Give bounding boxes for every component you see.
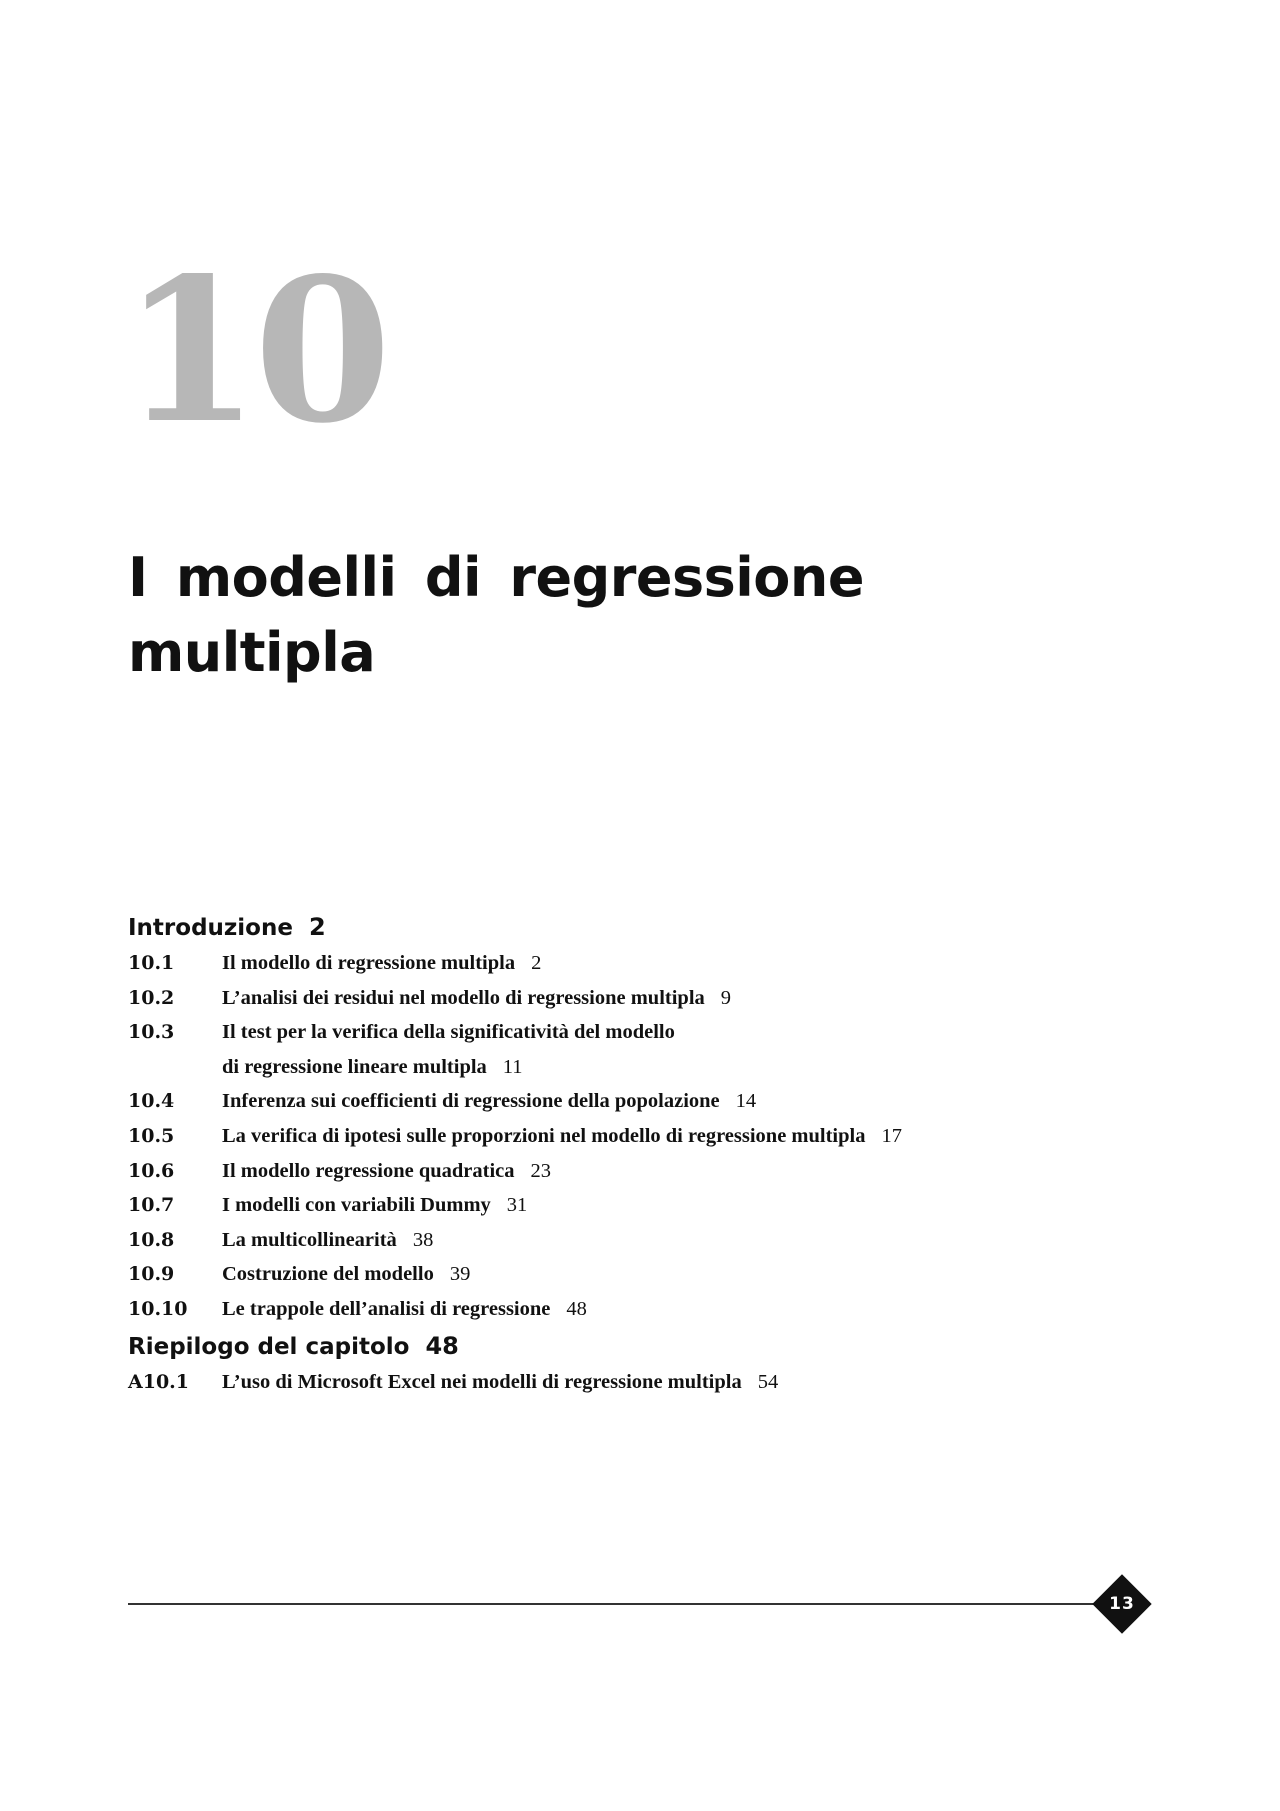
toc-entry-text: L’uso di Microsoft Excel nei modelli di regressione multipla <box>222 1370 742 1393</box>
chapter-title-line-1: I modelli di regressione <box>128 546 864 609</box>
toc-entry-number: 10.10 <box>128 1297 188 1320</box>
chapter-title-line-2: multipla <box>128 621 376 684</box>
toc-section-page: 2 <box>308 913 326 941</box>
toc-entry[interactable] <box>128 1084 1128 1119</box>
toc-entry-text: Costruzione del modello <box>222 1263 434 1286</box>
toc-entry-text: I modelli con variabili Dummy <box>222 1194 491 1217</box>
toc-entry-page: 38 <box>412 1228 434 1251</box>
toc-entry-number: 10.5 <box>128 1124 175 1147</box>
toc-entry-text: La multicollinearità <box>222 1228 397 1251</box>
toc-section-label: Introduzione <box>128 915 293 941</box>
toc-entry-number: A10.1 <box>128 1370 190 1393</box>
toc-entry-text: Il modello di regressione multipla <box>222 952 516 974</box>
toc-section-page: 48 <box>425 1331 459 1360</box>
footer-rule <box>128 1603 1096 1605</box>
toc-entry-number: 10.2 <box>128 986 175 1009</box>
chapter-number: 10 <box>122 234 386 467</box>
chapter-title <box>128 540 1028 690</box>
toc-entry-number: 10.8 <box>128 1228 175 1251</box>
toc-entry[interactable] <box>128 1154 1128 1189</box>
toc-entry-number: 10.1 <box>128 952 175 974</box>
toc-entry-page: 14 <box>735 1090 757 1113</box>
toc-entry-text: Le trappole dell’analisi di regressione <box>222 1297 551 1320</box>
toc-entry-text: Inferenza sui coefficienti di regressione della popolazione <box>222 1090 720 1113</box>
toc-entry-page: 11 <box>502 1055 523 1078</box>
toc-entry-number: 10.4 <box>128 1090 175 1113</box>
toc-entry-page: 17 <box>881 1124 902 1147</box>
table-of-contents <box>128 908 1128 1399</box>
toc-entry-text-continued: di regressione lineare multipla <box>222 1055 487 1078</box>
toc-entry[interactable] <box>128 1119 1128 1154</box>
toc-entry-page: 48 <box>566 1297 587 1320</box>
toc-section-summary[interactable] <box>128 1327 1128 1365</box>
toc-entry-number: 10.6 <box>128 1159 175 1182</box>
toc-entry-number: 10.9 <box>128 1263 175 1286</box>
toc-entry[interactable] <box>128 1188 1128 1223</box>
toc-entry-appendix[interactable] <box>128 1365 1128 1400</box>
toc-entry[interactable] <box>128 1257 1128 1292</box>
toc-entry-text: Il test per la verifica della significatività del modello <box>222 1021 675 1044</box>
toc-entry-page: 23 <box>530 1159 551 1182</box>
toc-entry-page: 2 <box>531 952 542 974</box>
toc-entry-page: 39 <box>449 1263 471 1286</box>
toc-section-introduction[interactable] <box>128 908 1128 946</box>
toc-entry[interactable] <box>128 946 1128 981</box>
page-number: 13 <box>1109 1594 1135 1614</box>
toc-entry-page: 31 <box>506 1194 528 1217</box>
toc-entry[interactable] <box>128 1015 1128 1084</box>
toc-section-label: Riepilogo del capitolo <box>128 1333 410 1360</box>
toc-entry-text: L’analisi dei residui nel modello di regressione multipla <box>222 986 705 1009</box>
toc-entry[interactable] <box>128 1292 1128 1327</box>
toc-entry-text: Il modello regressione quadratica <box>222 1159 515 1182</box>
toc-entry-page: 54 <box>757 1370 779 1393</box>
toc-entry-number: 10.3 <box>128 1021 175 1044</box>
toc-entry-text: La verifica di ipotesi sulle proporzioni nel modello di regressione multipla <box>222 1124 866 1147</box>
toc-entry-number: 10.7 <box>128 1194 175 1217</box>
toc-entry[interactable] <box>128 1223 1128 1258</box>
toc-entry-page: 9 <box>720 986 732 1009</box>
toc-entry[interactable] <box>128 981 1128 1016</box>
